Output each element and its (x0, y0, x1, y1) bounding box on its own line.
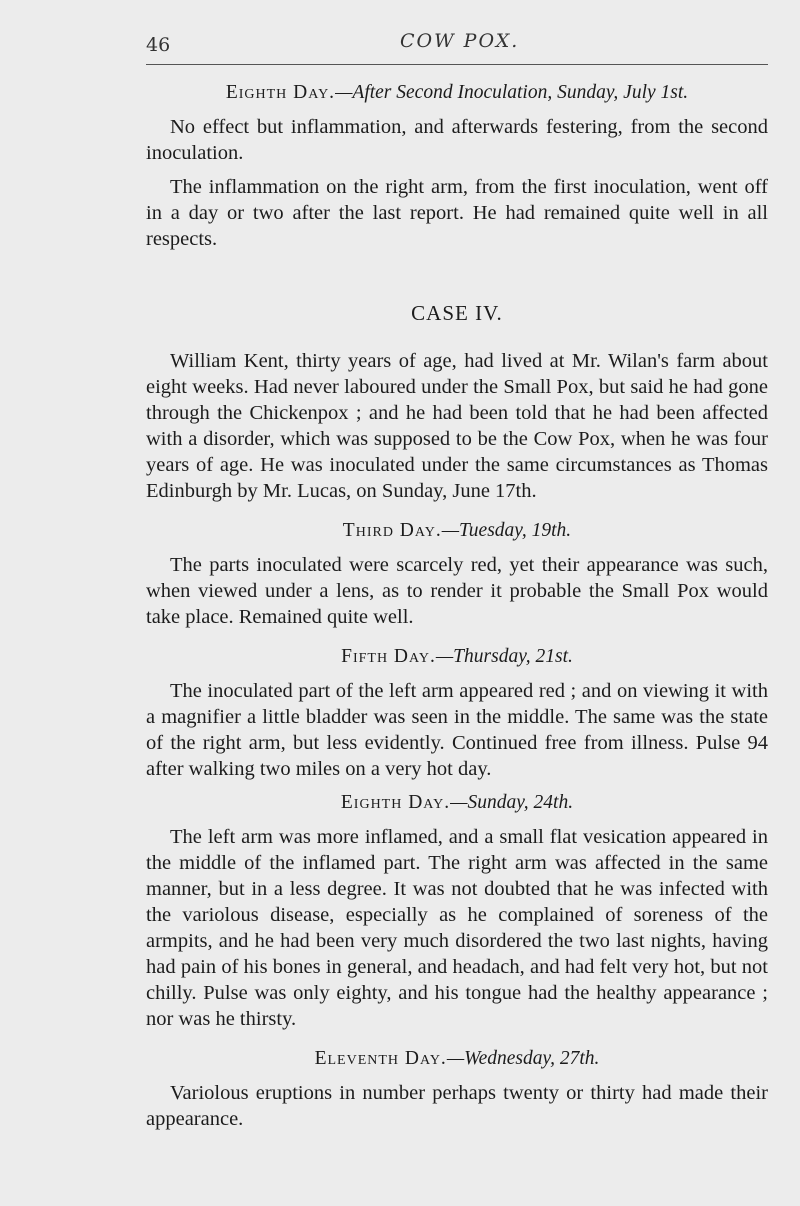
header-rule (146, 64, 768, 65)
day-label: Fifth Day. (341, 646, 436, 667)
running-head: COW POX. (400, 30, 520, 52)
case-title: CASE IV. (411, 301, 503, 325)
day-date: —Wednesday, 27th. (446, 1048, 600, 1069)
section-heading (146, 80, 768, 106)
page-header (146, 30, 768, 66)
heading-day: Eighth Day. (225, 82, 336, 103)
page-body (146, 80, 768, 1132)
day-text: The inoculated part of the left arm appeared red ; and on viewing it with a magnifier a little bladder was seen in the middle. The same was the state of the right arm, but less evidently. Continued free from illness. Pulse 94 after walking two miles on a very hot day. (146, 680, 768, 780)
day-heading (146, 518, 768, 544)
day-text: The parts inoculated were scarcely red, yet their appearance was such, when viewed under a lens, as to render it probable the Small Pox would take place. Remained quite well. (146, 554, 768, 628)
day-heading (146, 644, 768, 670)
day-label: Third Day. (342, 520, 442, 541)
day-label: Eleventh Day. (314, 1048, 447, 1069)
page-number: 46 (146, 34, 171, 56)
day-heading (146, 1046, 768, 1072)
heading-date: —After Second Inoculation, Sunday, July 1st. (335, 82, 689, 103)
paragraph: No effect but inflammation, and afterwards festering, from the second inoculation. (146, 116, 768, 164)
day-text: Variolous eruptions in number perhaps twenty or thirty had made their appearance. (146, 1082, 768, 1130)
day-date: —Tuesday, 19th. (441, 520, 572, 541)
day-date: —Thursday, 21st. (435, 646, 573, 667)
day-label: Eighth Day. (340, 792, 451, 813)
day-heading (146, 790, 768, 816)
case-intro: William Kent, thirty years of age, had lived at Mr. Wilan's farm about eight weeks. Had never laboured under the Small Pox, but said he had gone through the Chickenpox ; and he had been told that he had been affected with a disorder, which was supposed to be the Cow Pox, when he was four years of age. He was inoculated under the same circumstances as Thomas Edinburgh by Mr. Lucas, on Sunday, June 17th. (146, 350, 768, 502)
paragraph: The inflammation on the right arm, from the first inoculation, went off in a day or two after the last report. He had remained quite well in all respects. (146, 176, 768, 250)
day-text: The left arm was more inflamed, and a small flat vesication appeared in the middle of the inflamed part. The right arm was affected in the same manner, but in a less degree. It was not doubted that he was infected with the variolous disease, especially as he complained of soreness of the armpits, and he had been very much disordered the two last nights, having had pain of his bones in general, and headach, and had felt very hot, but not chilly. Pulse was only eighty, and his tongue had the healthy appearance ; nor was he thirsty. (146, 826, 768, 1030)
day-date: —Sunday, 24th. (450, 792, 574, 813)
